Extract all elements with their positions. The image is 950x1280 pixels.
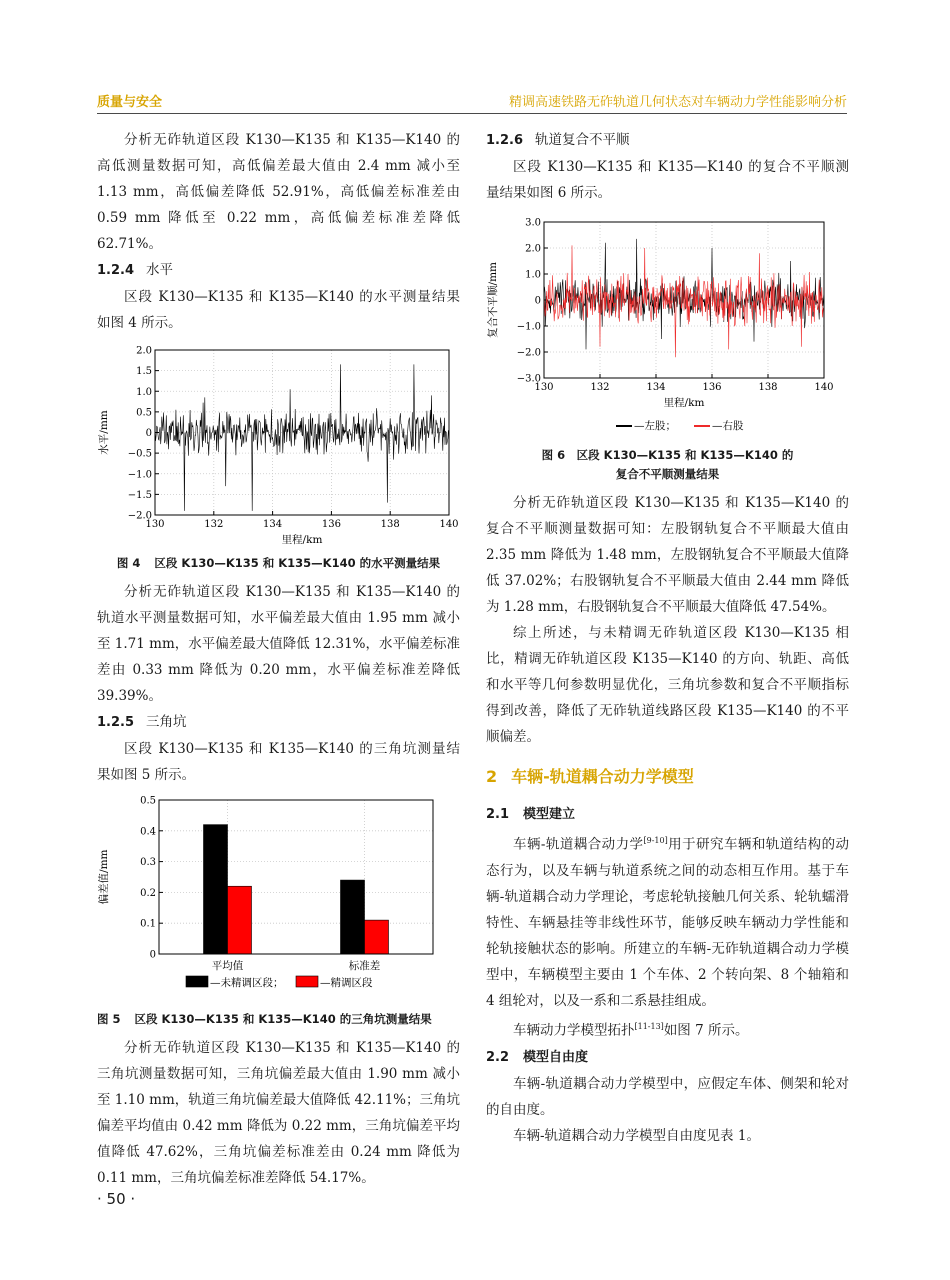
section-heading bbox=[486, 764, 849, 790]
y-tick-label: 1.0 bbox=[525, 269, 541, 281]
paragraph: 区段 K130—K135 和 K135—K140 的复合不平顺测量结果如图 6 所示。 bbox=[486, 159, 849, 201]
x-tick-label: 140 bbox=[814, 382, 834, 393]
y-tick-label: 0 bbox=[145, 428, 152, 439]
figure-6 bbox=[486, 214, 849, 440]
paragraph bbox=[486, 828, 849, 1014]
text-run: 车辆-轨道耦合动力学 bbox=[513, 836, 644, 853]
x-tick-label: 132 bbox=[204, 519, 224, 530]
y-tick-label: −2.0 bbox=[516, 347, 541, 359]
figure-5-chart bbox=[97, 796, 460, 1004]
legend-label: —左股； bbox=[634, 420, 676, 432]
figure-6-chart bbox=[486, 214, 849, 440]
x-tick-label: 130 bbox=[145, 519, 165, 530]
paragraph: 分析无砟轨道区段 K130—K135 和 K135—K140 的复合不平顺测量数据可知：左股钢轨复合不平顺最大值由 2.35 mm 降低为 1.48 mm，左股钢轨复合不平顺最大值降低 37.02%；右股钢轨复合不平顺最大值由 2.44 mm 降低为 1.28 mm，右股钢轨复合不平顺最大值降低 47.54%。 bbox=[486, 495, 849, 615]
y-tick-label: −2.0 bbox=[127, 510, 152, 522]
legend-label: —未精调区段； bbox=[210, 977, 284, 989]
paragraph: 分析无砟轨道区段 K130—K135 和 K135—K140 的三角坑测量数据可知，三角坑偏差最大值由 1.90 mm 减小至 1.10 mm，轨道三角坑偏差最大值降低 42.11%；三角坑偏差平均值由 0.42 mm 降低为 0.22 mm，三角坑偏差平均值降低 47.62%，三角坑偏差标准差由 0.24 mm 降低为 0.11 mm，三角坑偏差标准差降低 54.17%。 bbox=[97, 1040, 461, 1186]
bar-未精调区段 bbox=[341, 880, 365, 954]
paragraph: 区段 K130—K135 和 K135—K140 的三角坑测量结果如图 5 所示。 bbox=[97, 741, 460, 783]
figure-4-caption bbox=[97, 554, 460, 573]
journal-section: 质量与安全 bbox=[97, 95, 163, 110]
figure-5-caption bbox=[97, 1010, 460, 1029]
subsection-title: 模型自由度 bbox=[523, 1050, 589, 1065]
y-axis-label: 偏差值/mm bbox=[98, 849, 110, 905]
y-tick-label: 1.0 bbox=[136, 386, 152, 398]
y-tick-label: 0.4 bbox=[140, 826, 156, 838]
paragraph: 区段 K130—K135 和 K135—K140 的水平测量结果如图 4 所示。 bbox=[97, 289, 460, 331]
y-tick-label: −1.0 bbox=[516, 321, 541, 333]
article-title: 精调高速铁路无砟轨道几何状态对车辆动力学性能影响分析 bbox=[508, 95, 847, 110]
x-tick-label: 134 bbox=[646, 382, 666, 393]
left-column bbox=[97, 127, 460, 1191]
paragraph: 分析无砟轨道区段 K130—K135 和 K135—K140 的高低测量数据可知，高低偏差最大值由 2.4 mm 减小至 1.13 mm，高低偏差降低 52.91%，高低偏差标准差由 0.59 mm 降低至 0.22 mm，高低偏差标准差降低 62.71%。 bbox=[97, 132, 460, 252]
x-axis-label: 里程/km bbox=[281, 534, 323, 546]
x-tick-label: 标准差 bbox=[348, 960, 381, 972]
y-tick-label: 0.3 bbox=[140, 857, 156, 869]
running-header bbox=[97, 91, 847, 114]
y-tick-label: 0.2 bbox=[140, 887, 156, 899]
y-tick-label: −1.0 bbox=[127, 469, 152, 481]
y-tick-label: 0.5 bbox=[140, 796, 156, 807]
x-tick-label: 140 bbox=[439, 519, 459, 530]
section-number: 2 bbox=[486, 767, 498, 786]
paragraph: 分析无砟轨道区段 K130—K135 和 K135—K140 的轨道水平测量数据可知，水平偏差最大值由 1.95 mm 减小至 1.71 mm，水平偏差最大值降低 12.31%，水平偏差标准差由 0.33 mm 降低为 0.20 mm，水平偏差标准差降低 39.39%。 bbox=[97, 584, 461, 704]
subsection-title: 轨道复合不平顺 bbox=[535, 132, 630, 148]
x-tick-label: 132 bbox=[590, 382, 610, 393]
subsection-heading bbox=[97, 709, 460, 736]
y-tick-label: 0 bbox=[534, 295, 541, 307]
series-line-水平 bbox=[155, 364, 449, 511]
caption-number: 图 5 bbox=[97, 1012, 121, 1026]
y-tick-label: 3.0 bbox=[525, 217, 541, 229]
subsection-title: 模型建立 bbox=[523, 807, 576, 822]
page-number: · 50 · bbox=[97, 1190, 136, 1208]
subsection-number: 1.2.5 bbox=[97, 715, 135, 730]
subsection-heading bbox=[486, 127, 849, 154]
caption-number: 图 4 bbox=[116, 556, 141, 570]
x-tick-label: 138 bbox=[758, 382, 778, 393]
subsection-title: 三角坑 bbox=[146, 714, 187, 730]
subsection-heading bbox=[486, 1045, 849, 1071]
subsection-number: 1.2.6 bbox=[486, 133, 524, 148]
x-tick-label: 130 bbox=[534, 382, 554, 393]
subsection-number: 2.2 bbox=[486, 1050, 510, 1065]
y-tick-label: 0.5 bbox=[136, 407, 152, 419]
citation[interactable]: [11-13] bbox=[634, 1021, 664, 1031]
right-column bbox=[486, 127, 849, 1149]
y-tick-label: −1.5 bbox=[127, 489, 152, 501]
x-axis-label: 里程/km bbox=[663, 397, 705, 409]
y-axis-label: 复合不平顺/mm bbox=[487, 262, 499, 338]
x-tick-label: 136 bbox=[321, 519, 341, 530]
text-run: 车辆动力学模型拓扑 bbox=[513, 1022, 635, 1038]
paragraph bbox=[486, 1014, 849, 1044]
subsection-number: 1.2.4 bbox=[97, 263, 135, 278]
y-tick-label: 0.1 bbox=[140, 918, 156, 930]
legend-swatch bbox=[296, 976, 318, 987]
paragraph: 车辆-轨道耦合动力学模型自由度见表 1。 bbox=[513, 1128, 760, 1144]
caption-line: 图 6 区段 K130—K135 和 K135—K140 的 bbox=[541, 448, 794, 462]
legend-label: —精调区段 bbox=[320, 977, 373, 989]
y-tick-label: 2.0 bbox=[136, 345, 152, 357]
subsection-heading bbox=[486, 802, 849, 828]
y-tick-label: 0 bbox=[149, 949, 156, 961]
bar-精调区段 bbox=[228, 886, 252, 954]
text-run: 如图 7 所示。 bbox=[663, 1022, 749, 1038]
y-axis-label: 水平/mm bbox=[98, 410, 110, 455]
section-title: 车辆-轨道耦合动力学模型 bbox=[511, 767, 694, 786]
caption-text: 区段 K130—K135 和 K135—K140 的水平测量结果 bbox=[154, 556, 441, 570]
bar-精调区段 bbox=[365, 920, 389, 954]
citation[interactable]: [9-10] bbox=[643, 836, 668, 845]
plot-frame bbox=[159, 800, 433, 954]
paragraph: 综上所述，与未精调无砟轨道区段 K130—K135 相比，精调无砟轨道区段 K135—K140 的方向、轨距、高低和水平等几何参数明显优化，三角坑参数和复合不平顺指标得到改善，降低了无砟轨道线路区段 K135—K140 的不平顺偏差。 bbox=[486, 625, 849, 745]
bar-未精调区段 bbox=[204, 825, 228, 954]
x-tick-label: 134 bbox=[263, 519, 283, 530]
y-tick-label: −0.5 bbox=[127, 448, 152, 460]
subsection-title: 水平 bbox=[146, 262, 174, 278]
text-run: 用于研究车辆和轨道结构的动态行为，以及车辆与轨道系统之间的动态相互作用。基于车辆-轨道耦合动力学理论，考虑轮轨接触几何关系、轮轨蠕滑特性、车辆悬挂等非线性环节，能够反映车辆动力学性能和轮轨接触状态的影响。所建立的车辆-无砟轨道耦合动力学模型中，车辆模型主要由 1 个车体、2 个转向架、8 个轴箱和 4 组轮对，以及一系和二系悬挂组成。 bbox=[486, 836, 850, 1009]
y-tick-label: 1.5 bbox=[136, 366, 152, 378]
caption-line: 复合不平顺测量结果 bbox=[615, 467, 720, 481]
paragraph: 车辆-轨道耦合动力学模型中，应假定车体、侧架和轮对的自由度。 bbox=[486, 1076, 849, 1118]
figure-5 bbox=[97, 796, 460, 1004]
x-tick-label: 138 bbox=[380, 519, 400, 530]
caption-text: 区段 K130—K135 和 K135—K140 的三角坑测量结果 bbox=[134, 1012, 432, 1026]
legend-label: —右股 bbox=[712, 420, 744, 432]
subsection-number: 2.1 bbox=[486, 807, 510, 822]
subsection-heading bbox=[97, 257, 460, 284]
legend-swatch bbox=[186, 976, 208, 987]
figure-6-caption bbox=[486, 446, 849, 484]
y-tick-label: 2.0 bbox=[525, 243, 541, 255]
x-tick-label: 136 bbox=[702, 382, 722, 393]
figure-4-chart bbox=[97, 342, 460, 548]
x-tick-label: 平均值 bbox=[211, 960, 244, 972]
y-tick-label: −3.0 bbox=[516, 373, 541, 385]
figure-4 bbox=[97, 342, 460, 548]
